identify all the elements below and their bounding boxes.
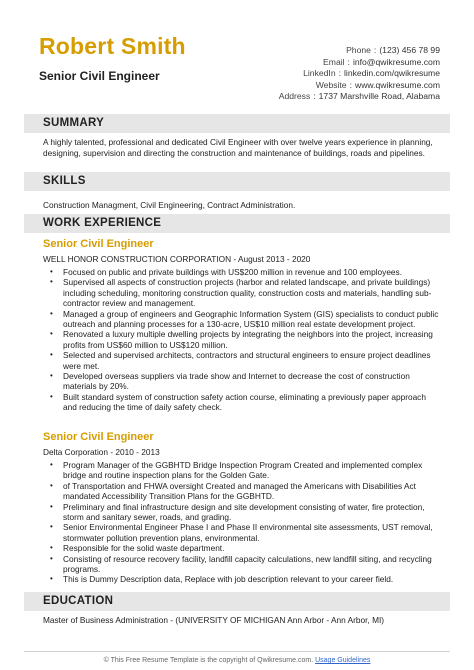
contact-linkedin bbox=[279, 68, 440, 80]
job-company: WELL HONOR CONSTRUCTION CORPORATION - August 2013 - 2020 bbox=[43, 254, 311, 264]
email-separator: : bbox=[347, 56, 350, 67]
footer-copyright: © This Free Resume Template is the copyright of Qwikresume.com. bbox=[103, 657, 314, 664]
list-item: • Renovated a luxury multiple dwelling projects by integrating the neighbors into the project, increasing profits from US$60 million to US$120 million. bbox=[43, 329, 441, 350]
address-separator: : bbox=[313, 91, 316, 101]
address-value: 1737 Marshville Road, Alabama bbox=[318, 91, 440, 101]
candidate-name: Robert Smith bbox=[39, 33, 186, 59]
list-item: • Built standard system of construction safety action course, eliminating a previously paper approach and reducing the time of daily safety check. bbox=[43, 392, 441, 413]
job-bullets bbox=[43, 267, 441, 413]
job-title: Senior Civil Engineer bbox=[43, 431, 154, 443]
summary-text: A highly talented, professional and dedicated Civil Engineer with over twelve years experience in planning, designing, supervision and directing the construction and maintenance of buildings, roads and pipelines. bbox=[43, 137, 433, 158]
footer bbox=[0, 657, 474, 664]
footer-divider bbox=[24, 651, 450, 652]
list-item: • Program Manager of the GGBHTD Bridge Inspection Program Created and implemented complex bridge and routine inspection plans for the Golden Gate. bbox=[43, 460, 441, 481]
section-education-heading: EDUCATION bbox=[24, 592, 450, 611]
skills-text: Construction Managment, Civil Engineering, Contract Administration. bbox=[43, 200, 296, 210]
contact-email bbox=[279, 57, 440, 69]
email-label: Email bbox=[323, 56, 345, 67]
list-item: • Preliminary and final infrastructure design and site development consisting of water, fire protection, storm and sanitary sewer, roads, and grading. bbox=[43, 502, 441, 523]
section-experience-heading: WORK EXPERIENCE bbox=[24, 214, 450, 233]
phone-value: (123) 456 78 99 bbox=[379, 45, 440, 55]
address-label: Address bbox=[278, 91, 311, 101]
candidate-title: Senior Civil Engineer bbox=[39, 69, 160, 83]
job-bullets bbox=[43, 460, 441, 585]
website-label: Website bbox=[315, 79, 347, 90]
list-item: • of Transportation and FHWA oversight Created and managed the Americans with Disabilities Act mandated Accessibility Transition Plans for the GGBHTD. bbox=[43, 481, 441, 502]
section-summary-heading: SUMMARY bbox=[24, 114, 450, 133]
list-item: • Responsible for the solid waste department. bbox=[43, 543, 441, 553]
contact-website bbox=[279, 80, 440, 92]
education-text: Master of Business Administration - (UNIVERSITY OF MICHIGAN Ann Arbor - Ann Arbor, MI) bbox=[43, 615, 385, 625]
list-item: • Senior Environmental Engineer Phase I and Phase II environmental site assessments, UST removal, stormwater pollution prevention plans, environmental. bbox=[43, 522, 441, 543]
linkedin-label: LinkedIn bbox=[303, 68, 336, 78]
website-separator: : bbox=[349, 79, 352, 90]
list-item: • Managed a group of engineers and Geographic Information System (GIS) specialists to conduct public outreach and planning processes for a 130-acre, US$10 million real estate development project. bbox=[43, 309, 441, 330]
resume-header bbox=[0, 0, 474, 108]
list-item: • Developed overseas suppliers via trade show and Internet to decrease the cost of construction materials by 20%. bbox=[43, 371, 441, 392]
job-company: Delta Corporation - 2010 - 2013 bbox=[43, 447, 160, 457]
list-item: • Focused on public and private buildings with US$200 million in revenue and 100 employees. bbox=[43, 267, 441, 277]
contact-phone bbox=[279, 45, 440, 57]
list-item: • Selected and supervised architects, contractors and structural engineers to ensure project deadlines were met. bbox=[43, 350, 441, 371]
list-item: • Consisting of resource recovery facility, landfill capacity calculations, new landfill siting, and recycling programs. bbox=[43, 554, 441, 575]
list-item: • Supervised all aspects of construction projects (harbor and related landscape, and private buildings) including scheduling, monitoring construction quality, construction costs and materials, handling sub-contractor review and management. bbox=[43, 277, 441, 308]
email-value[interactable]: info@qwikresume.com bbox=[352, 56, 440, 67]
linkedin-value[interactable]: linkedin.com/qwikresume bbox=[344, 68, 440, 78]
linkedin-separator: : bbox=[338, 68, 341, 78]
contact-block bbox=[279, 45, 440, 103]
phone-label: Phone bbox=[346, 45, 371, 55]
website-value[interactable]: www.qwikresume.com bbox=[354, 79, 440, 90]
usage-guidelines-link[interactable]: Usage Guidelines bbox=[315, 657, 371, 664]
job-title: Senior Civil Engineer bbox=[43, 238, 154, 250]
list-item: • This is Dummy Description data, Replace with job description relevant to your career field. bbox=[43, 574, 441, 584]
section-skills-heading: SKILLS bbox=[24, 172, 450, 191]
phone-separator: : bbox=[373, 45, 377, 55]
contact-address bbox=[279, 91, 440, 103]
